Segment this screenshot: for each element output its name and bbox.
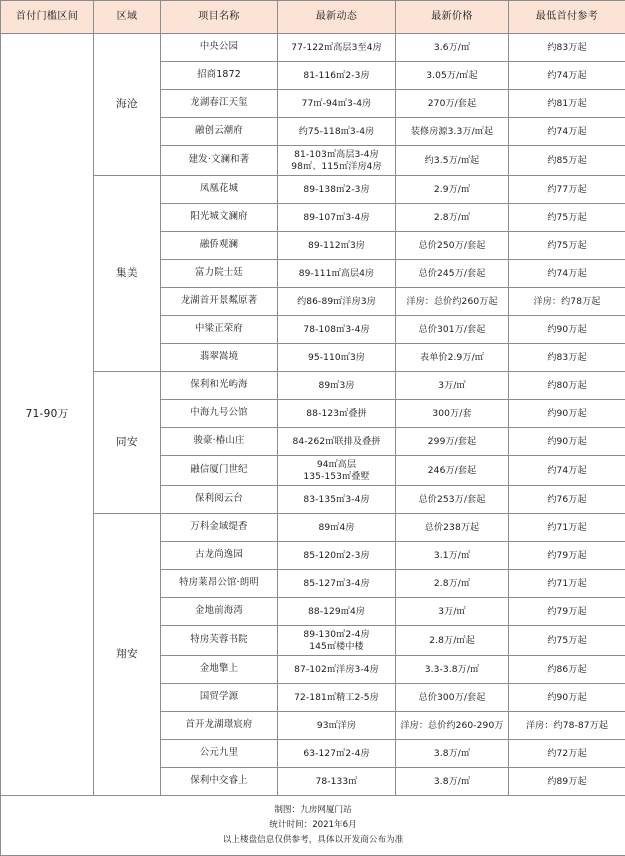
- min-downpayment-cell: 约89万起: [509, 768, 625, 796]
- min-downpayment-cell: 约75万起: [509, 232, 625, 260]
- project-name-cell: 融侨观澜: [161, 232, 278, 260]
- project-name-cell: 中海九号公馆: [161, 400, 278, 428]
- latest-dynamic-cell: 63-127㎡2-4房: [278, 740, 396, 768]
- latest-dynamic-cell: 94㎡高层 135-153㎡叠墅: [278, 456, 396, 486]
- min-downpayment-cell: 约74万起: [509, 118, 625, 146]
- project-name-cell: 建发·文澜和著: [161, 146, 278, 176]
- latest-price-cell: 总价300万/套起: [396, 684, 509, 712]
- latest-dynamic-cell: 89-111㎡高层4房: [278, 260, 396, 288]
- latest-price-cell: 3.05万/㎡起: [396, 62, 509, 90]
- min-downpayment-cell: 约80万起: [509, 372, 625, 400]
- project-name-cell: 保利和光屿海: [161, 372, 278, 400]
- latest-dynamic-cell: 88-129㎡4房: [278, 598, 396, 626]
- min-downpayment-cell: 约90万起: [509, 316, 625, 344]
- latest-price-cell: 洋房：总价约260万起: [396, 288, 509, 316]
- latest-price-cell: 246万/套起: [396, 456, 509, 486]
- min-downpayment-cell: 约74万起: [509, 62, 625, 90]
- latest-price-cell: 2.8万/㎡起: [396, 626, 509, 656]
- latest-dynamic-cell: 81-103㎡高层3-4房 98㎡、115㎡洋房4房: [278, 146, 396, 176]
- min-downpayment-cell: 约72万起: [509, 740, 625, 768]
- footer-notes: [1, 796, 625, 856]
- latest-dynamic-cell: 93㎡洋房: [278, 712, 396, 740]
- latest-price-cell: 装修房源3.3万/㎡起: [396, 118, 509, 146]
- latest-dynamic-cell: 89-130㎡2-4房 145㎡楼中楼: [278, 626, 396, 656]
- region-cell: 集美: [94, 176, 161, 372]
- project-name-cell: 古龙尚逸园: [161, 542, 278, 570]
- project-name-cell: 金地擎上: [161, 656, 278, 684]
- latest-price-cell: 3万/㎡: [396, 598, 509, 626]
- latest-dynamic-cell: 89-107㎡3-4房: [278, 204, 396, 232]
- project-name-cell: 公元九里: [161, 740, 278, 768]
- latest-dynamic-cell: 72-181㎡精工2-5房: [278, 684, 396, 712]
- project-name-cell: 融信厦门世纪: [161, 456, 278, 486]
- table-row: [1, 176, 625, 204]
- latest-price-cell: 3.6万/㎡: [396, 34, 509, 62]
- min-downpayment-cell: 约71万起: [509, 570, 625, 598]
- region-cell: 海沧: [94, 34, 161, 176]
- latest-price-cell: 3.3-3.8万/㎡: [396, 656, 509, 684]
- latest-price-cell: 总价301万/套起: [396, 316, 509, 344]
- latest-dynamic-cell: 83-135㎡3-4房: [278, 486, 396, 514]
- project-name-cell: 龙湖首开景粼原著: [161, 288, 278, 316]
- project-name-cell: 万科金域缇香: [161, 514, 278, 542]
- project-name-cell: 富力院士廷: [161, 260, 278, 288]
- header-row: [1, 1, 625, 34]
- latest-dynamic-cell: 81-116㎡2-3房: [278, 62, 396, 90]
- min-downpayment-cell: 约77万起: [509, 176, 625, 204]
- min-downpayment-cell: 洋房：约78万起: [509, 288, 625, 316]
- latest-price-cell: 270万/套起: [396, 90, 509, 118]
- min-downpayment-cell: 约90万起: [509, 400, 625, 428]
- project-name-cell: 融创云潮府: [161, 118, 278, 146]
- latest-price-cell: 洋房：总价约260-290万: [396, 712, 509, 740]
- latest-dynamic-cell: 78-133㎡: [278, 768, 396, 796]
- latest-price-cell: 299万/套起: [396, 428, 509, 456]
- project-name-cell: 龙湖春江天玺: [161, 90, 278, 118]
- latest-dynamic-cell: 84-262㎡联排及叠拼: [278, 428, 396, 456]
- latest-price-cell: 总价245万/套起: [396, 260, 509, 288]
- latest-price-cell: 2.8万/㎡: [396, 204, 509, 232]
- min-downpayment-cell: 约90万起: [509, 428, 625, 456]
- latest-dynamic-cell: 89㎡4房: [278, 514, 396, 542]
- min-downpayment-cell: 约74万起: [509, 260, 625, 288]
- latest-price-cell: 300万/套: [396, 400, 509, 428]
- project-name-cell: 特房芙蓉书院: [161, 626, 278, 656]
- latest-price-cell: 3.8万/㎡: [396, 768, 509, 796]
- project-name-cell: 金地前海湾: [161, 598, 278, 626]
- table-row: [1, 34, 625, 62]
- region-cell: 同安: [94, 372, 161, 514]
- column-header-dynamic: 最新动态: [278, 1, 396, 34]
- project-name-cell: 保利中交睿上: [161, 768, 278, 796]
- latest-price-cell: 约3.5万/㎡起: [396, 146, 509, 176]
- latest-dynamic-cell: 88-123㎡叠拼: [278, 400, 396, 428]
- latest-price-cell: 3.8万/㎡: [396, 740, 509, 768]
- min-downpayment-cell: 约74万起: [509, 456, 625, 486]
- latest-dynamic-cell: 78-108㎡3-4房: [278, 316, 396, 344]
- min-downpayment-cell: 约83万起: [509, 34, 625, 62]
- latest-dynamic-cell: 85-127㎡3-4房: [278, 570, 396, 598]
- column-header-region: 区域: [94, 1, 161, 34]
- project-name-cell: 首开龙湖璟宸府: [161, 712, 278, 740]
- footer-disclaimer: 以上楼盘信息仅供参考，具体以开发商公布为准: [5, 833, 621, 848]
- latest-price-cell: 3万/㎡: [396, 372, 509, 400]
- latest-dynamic-cell: 95-110㎡3房: [278, 344, 396, 372]
- table-row: [1, 514, 625, 542]
- latest-dynamic-cell: 89㎡3房: [278, 372, 396, 400]
- min-downpayment-cell: 约75万起: [509, 204, 625, 232]
- table-footer: [1, 796, 625, 856]
- table-body: [1, 34, 625, 796]
- min-downpayment-cell: 约83万起: [509, 344, 625, 372]
- latest-dynamic-cell: 77㎡-94㎡3-4房: [278, 90, 396, 118]
- project-name-cell: 凤凰花城: [161, 176, 278, 204]
- latest-price-cell: 总价250万/套起: [396, 232, 509, 260]
- latest-dynamic-cell: 77-122㎡高层3至4房: [278, 34, 396, 62]
- min-downpayment-cell: 约79万起: [509, 598, 625, 626]
- column-header-price: 最新价格: [396, 1, 509, 34]
- latest-price-cell: 表单价2.9万/㎡: [396, 344, 509, 372]
- column-header-project: 项目名称: [161, 1, 278, 34]
- table-header: [1, 1, 625, 34]
- latest-price-cell: 2.9万/㎡: [396, 176, 509, 204]
- project-name-cell: 骏豪·椿山庄: [161, 428, 278, 456]
- latest-dynamic-cell: 87-102㎡洋房3-4房: [278, 656, 396, 684]
- tier-cell: 71-90万: [1, 34, 94, 796]
- table-row: [1, 372, 625, 400]
- latest-price-cell: 3.1万/㎡: [396, 542, 509, 570]
- latest-dynamic-cell: 85-120㎡2-3房: [278, 542, 396, 570]
- project-name-cell: 特房莱昂公馆·朗明: [161, 570, 278, 598]
- footer-stat-time: 统计时间：2021年6月: [5, 818, 621, 833]
- min-downpayment-cell: 洋房：约78-87万起: [509, 712, 625, 740]
- project-name-cell: 中央公园: [161, 34, 278, 62]
- min-downpayment-cell: 约85万起: [509, 146, 625, 176]
- min-downpayment-cell: 约81万起: [509, 90, 625, 118]
- min-downpayment-cell: 约86万起: [509, 656, 625, 684]
- min-downpayment-cell: 约76万起: [509, 486, 625, 514]
- latest-price-cell: 总价238万起: [396, 514, 509, 542]
- latest-price-cell: 总价253万/套起: [396, 486, 509, 514]
- column-header-tier: 首付门槛区间: [1, 1, 94, 34]
- project-name-cell: 阳光城文澜府: [161, 204, 278, 232]
- project-name-cell: 保利阅云台: [161, 486, 278, 514]
- latest-dynamic-cell: 89-138㎡2-3房: [278, 176, 396, 204]
- min-downpayment-cell: 约71万起: [509, 514, 625, 542]
- region-cell: 翔安: [94, 514, 161, 796]
- latest-dynamic-cell: 89-112㎡3房: [278, 232, 396, 260]
- project-name-cell: 国贸学源: [161, 684, 278, 712]
- project-name-cell: 招商1872: [161, 62, 278, 90]
- latest-dynamic-cell: 约75-118㎡3-4房: [278, 118, 396, 146]
- latest-dynamic-cell: 约86-89㎡洋房3房: [278, 288, 396, 316]
- project-name-cell: 中梁正荣府: [161, 316, 278, 344]
- footer-credit: 制图：九房网厦门站: [5, 803, 621, 818]
- project-name-cell: 翡翠嵩境: [161, 344, 278, 372]
- footer-row: [1, 796, 625, 856]
- latest-price-cell: 2.8万/㎡: [396, 570, 509, 598]
- min-downpayment-cell: 约90万起: [509, 684, 625, 712]
- min-downpayment-cell: 约75万起: [509, 626, 625, 656]
- column-header-downpayment: 最低首付参考: [509, 1, 625, 34]
- min-downpayment-cell: 约79万起: [509, 542, 625, 570]
